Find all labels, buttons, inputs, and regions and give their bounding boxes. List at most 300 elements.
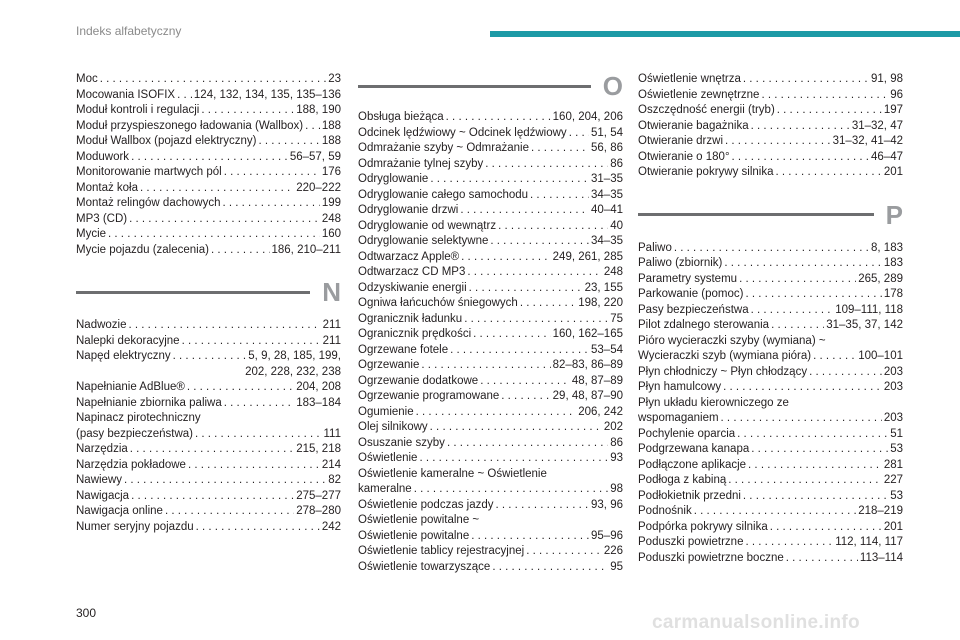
index-entry-row	[638, 551, 903, 567]
dot-leader	[129, 318, 321, 334]
index-entry	[76, 458, 341, 474]
index-entry	[358, 157, 623, 173]
index-entry-term: Napełnianie AdBlue®	[76, 381, 185, 393]
dot-leader	[473, 327, 551, 343]
dot-leader	[743, 489, 888, 505]
index-entry-term: Otwieranie pokrywy silnika	[638, 166, 774, 178]
watermark: carmanualsonline.info	[652, 612, 860, 633]
index-entry-row	[76, 349, 341, 365]
index-entry-pages: 23	[328, 73, 341, 85]
index-entry-pages: 178	[883, 288, 903, 300]
index-entry-pages: 51	[890, 427, 903, 440]
index-entry	[638, 134, 903, 150]
index-entry	[76, 196, 341, 212]
index-entry-row	[358, 265, 623, 281]
index-entry-pages: 31–35	[591, 173, 623, 185]
dot-leader	[195, 427, 322, 443]
index-entry	[358, 203, 623, 219]
index-entry	[76, 349, 341, 380]
index-entry-term: Olej silnikowy	[358, 421, 428, 433]
dot-leader	[520, 296, 576, 312]
index-entry	[358, 141, 623, 157]
index-entry	[638, 72, 903, 88]
index-entry-pages: 31–32, 47	[851, 119, 903, 132]
index-entry-row	[76, 520, 341, 536]
dot-leader	[305, 119, 320, 135]
index-entry-row	[358, 436, 623, 452]
dot-leader	[460, 203, 589, 219]
dot-leader	[124, 473, 326, 489]
index-entry-row	[638, 473, 903, 489]
index-entry-term: Odcinek lędźwiowy ~ Odcinek lędźwiowy	[358, 126, 567, 139]
index-entry-row	[76, 134, 341, 150]
dot-leader	[430, 172, 589, 188]
index-entry-row	[638, 150, 903, 166]
index-entry	[358, 420, 623, 436]
index-entry-term: Otwieranie o 180°	[638, 150, 730, 163]
section-divider-rule	[76, 291, 310, 294]
index-entry-pages: 248	[321, 212, 341, 225]
index-entry	[76, 442, 341, 458]
index-entry-term: Otwieranie drzwi	[638, 135, 723, 147]
index-entry-term: Pilot zdalnego sterowania	[638, 319, 770, 331]
index-entry-term-line: Napinacz pirotechniczny	[76, 412, 201, 424]
index-entry	[76, 489, 341, 505]
index-entry-row	[358, 157, 623, 173]
dot-leader	[211, 243, 270, 259]
index-entry-term: Oświetlenie towarzyszące	[358, 560, 491, 573]
index-entry-term: Narzędzia	[76, 443, 128, 455]
index-entry-pages: 93, 96	[591, 498, 623, 511]
index-entry-row	[358, 188, 623, 204]
index-entry-pages: 109–111, 118	[835, 303, 903, 316]
dot-leader	[748, 458, 882, 474]
index-entry-pages: 242	[321, 520, 341, 533]
index-entry-term: Podnośnik	[638, 505, 692, 517]
index-entry	[358, 281, 623, 297]
index-entry-row	[358, 219, 623, 235]
index-entry-row	[76, 489, 341, 505]
index-entry-row	[76, 318, 341, 334]
index-entry-pages: 112, 114, 117	[835, 536, 903, 548]
dot-leader	[739, 272, 856, 288]
index-entry	[76, 520, 341, 536]
dot-leader	[771, 318, 824, 334]
index-entry-pages: 124, 132, 134, 135, 135–136	[193, 88, 341, 101]
index-entry-term: Ogrzewanie dodatkowe	[358, 374, 479, 387]
index-entry-pages: 183	[883, 257, 903, 269]
index-entry-row	[358, 172, 623, 188]
index-entry-pages: 211	[322, 319, 341, 331]
section-divider-rule	[638, 213, 874, 216]
index-entry-row	[76, 103, 341, 119]
index-entry-term: Montaż relingów dachowych	[76, 197, 221, 209]
index-entry-term: Parkowanie (pomoc)	[638, 288, 744, 300]
index-entry	[358, 126, 623, 142]
index-entry-term: Obsługa bieżąca	[358, 111, 444, 123]
index-entry-term: Moc	[76, 73, 98, 85]
index-entry-term: Nadwozie	[76, 319, 127, 331]
index-entry	[638, 303, 903, 319]
header-accent-bar	[490, 31, 960, 37]
dot-leader	[464, 312, 608, 328]
index-entry-pages: 204, 208	[296, 381, 341, 393]
index-entry-row	[76, 196, 341, 212]
index-entry	[76, 380, 341, 396]
dot-leader	[501, 389, 550, 405]
index-entry-pages: 188	[321, 135, 341, 147]
dot-leader	[469, 281, 583, 297]
index-entry-row	[358, 234, 623, 250]
dot-leader	[222, 196, 319, 212]
index-entry-row	[638, 411, 903, 427]
index-entry-row	[358, 141, 623, 157]
index-entry-row	[638, 119, 903, 135]
dot-leader	[224, 396, 294, 412]
page-number: 300	[76, 606, 97, 620]
index-entry-row	[638, 287, 903, 303]
dot-leader	[131, 489, 294, 505]
index-entry	[638, 150, 903, 166]
index-entry-row	[358, 529, 623, 545]
dot-leader	[786, 551, 858, 567]
index-entry-row	[638, 458, 903, 474]
index-entry-pages: 248	[603, 266, 623, 278]
dot-leader	[485, 157, 608, 173]
index-entry	[638, 535, 903, 551]
index-entry	[638, 365, 903, 381]
index-entry-row	[638, 134, 903, 150]
index-entry	[358, 219, 623, 235]
index-entry-row	[358, 281, 623, 297]
index-entry-pages: 5, 9, 28, 185, 199,	[248, 350, 341, 362]
index-entry	[358, 358, 623, 374]
index-entry-pages: 98	[610, 483, 623, 495]
index-entry-pages: 275–277	[296, 489, 341, 502]
dot-leader	[182, 334, 321, 350]
index-entry-term: Odmrażanie tylnej szyby	[358, 157, 484, 170]
index-entry	[358, 327, 623, 343]
index-entry	[638, 427, 903, 443]
dot-leader	[776, 165, 882, 181]
index-entry-row	[358, 544, 623, 560]
index-entry-row	[358, 498, 623, 514]
index-entry-term: Ogrzewane fotele	[358, 343, 449, 356]
dot-leader	[751, 442, 888, 458]
dot-leader	[416, 405, 577, 421]
section-letter: O	[602, 71, 623, 101]
index-entry-row	[76, 334, 341, 350]
index-entry-row	[76, 380, 341, 396]
dot-leader	[165, 504, 294, 520]
index-entry-row	[358, 126, 623, 142]
dot-leader	[414, 482, 609, 498]
index-entry-pages: 91, 98	[871, 73, 903, 85]
index-entry-pages: 40–41	[591, 204, 623, 216]
index-entry-pages: 93	[610, 452, 623, 464]
index-entry-row	[638, 272, 903, 288]
index-entry-pages: 278–280	[296, 505, 341, 517]
index-entry	[358, 312, 623, 328]
index-entry-pages: 34–35	[591, 188, 623, 201]
index-entry-row	[638, 88, 903, 104]
index-entry-term: Montaż koła	[76, 181, 139, 194]
index-entry-pages: 95–96	[591, 529, 623, 542]
dot-leader	[751, 303, 834, 319]
index-entry-term: Podłączone aplikacje	[638, 458, 747, 471]
index-entry-pages: 34–35	[591, 235, 623, 247]
dot-leader	[421, 358, 550, 374]
index-entry-pages: 186, 210–211	[271, 243, 341, 256]
index-entry	[358, 467, 623, 498]
section-heading	[638, 201, 903, 229]
index-entry	[76, 103, 341, 119]
index-entry-pages: 40	[610, 219, 623, 232]
index-entry-row	[358, 374, 623, 390]
index-entry-row	[638, 72, 903, 88]
index-entry-row	[76, 150, 341, 166]
index-entry-row	[638, 427, 903, 443]
dot-leader	[188, 458, 320, 474]
index-entry	[358, 265, 623, 281]
index-entry-row	[358, 451, 623, 467]
index-entry-row	[638, 489, 903, 505]
dot-leader	[258, 134, 319, 150]
index-entry-row	[358, 358, 623, 374]
dot-leader	[201, 103, 294, 119]
dot-leader	[492, 560, 608, 576]
dot-leader	[471, 529, 589, 545]
index-entry	[638, 272, 903, 288]
index-entry-row	[358, 203, 623, 219]
index-entry-term: Nawigacja online	[76, 505, 163, 517]
index-entry-term: Oświetlenie podczas jazdy	[358, 498, 494, 511]
index-entry-pages: 53	[890, 489, 903, 502]
index-entry-row	[358, 405, 623, 421]
dot-leader	[770, 520, 882, 536]
index-entry-term: Paliwo	[638, 241, 672, 254]
index-entry-row	[638, 241, 903, 257]
dot-leader	[530, 188, 589, 204]
index-entry-pages: 31–35, 37, 142	[826, 319, 903, 331]
index-entry	[76, 150, 341, 166]
index-entry	[358, 343, 623, 359]
index-entry-term: Oświetlenie wnętrza	[638, 73, 741, 85]
index-entry	[358, 560, 623, 576]
index-entry	[638, 165, 903, 181]
index-entry-term: Nalepki dekoracyjne	[76, 334, 180, 347]
dot-leader	[723, 380, 882, 396]
index-entry-term: Podłoga z kabiną	[638, 474, 727, 486]
index-entry-pages: 100–101	[858, 350, 903, 362]
dot-leader	[724, 256, 881, 272]
index-entry-pages: 206, 242	[578, 405, 623, 418]
index-entry-row	[76, 442, 341, 458]
index-entry-row	[358, 343, 623, 359]
index-entry-term: Oświetlenie tablicy rejestracyjnej	[358, 545, 525, 557]
index-entry-term: Podgrzewana kanapa	[638, 443, 750, 455]
dot-leader	[100, 72, 326, 88]
index-entry-term: Pasy bezpieczeństwa	[638, 303, 749, 316]
index-entry-term: Podłokietnik przedni	[638, 489, 741, 502]
index-entry-row	[638, 349, 903, 365]
index-entry	[358, 188, 623, 204]
index-entry-pages: 188, 190	[296, 104, 341, 116]
index-entry-term: Oświetlenie powitalne	[358, 529, 470, 542]
section-divider-rule	[358, 85, 591, 88]
index-entry-pages: 214	[321, 458, 341, 471]
dot-leader	[526, 544, 602, 560]
index-entry	[76, 243, 341, 259]
index-entry	[358, 374, 623, 390]
index-entry-term: Napęd elektryczny	[76, 350, 171, 362]
index-entry-term: Odryglowanie selektywne	[358, 235, 489, 247]
index-entry	[358, 451, 623, 467]
index-entry-term: Otwieranie bagażnika	[638, 119, 749, 132]
index-entry	[76, 134, 341, 150]
index-entry	[358, 436, 623, 452]
index-entry-pages: 249, 261, 285	[552, 250, 623, 263]
index-entry	[76, 227, 341, 243]
dot-leader	[737, 427, 888, 443]
index-entry-term: Odtwarzacz CD MP3	[358, 266, 466, 278]
dot-leader	[450, 343, 589, 359]
index-entry	[76, 181, 341, 197]
index-entry-pages: 281	[883, 458, 903, 471]
index-entry-row	[638, 103, 903, 119]
index-entry-term: Napełnianie zbiornika paliwa	[76, 396, 222, 409]
index-entry	[358, 110, 623, 126]
dot-leader	[108, 227, 320, 243]
index-entry-pages: 53	[890, 443, 903, 455]
index-entry-pages: 215, 218	[296, 443, 341, 455]
index-entry-term: (pasy bezpieczeństwa)	[76, 427, 193, 440]
section-letter: P	[885, 199, 903, 230]
index-entry-pages: 202	[603, 421, 623, 433]
index-entry-pages: 111	[323, 427, 341, 440]
index-entry-pages: 265, 289	[858, 272, 903, 285]
index-entry-row	[638, 303, 903, 319]
index-entry-row	[358, 420, 623, 436]
index-entry-row	[76, 72, 341, 88]
index-entry-term: Odtwarzacz Apple®	[358, 250, 460, 263]
dot-leader	[809, 365, 882, 381]
index-entry-term: Ogranicznik prędkości	[358, 328, 472, 340]
index-entry	[638, 88, 903, 104]
index-entry	[638, 256, 903, 272]
index-entry-row	[76, 165, 341, 181]
index-entry	[638, 489, 903, 505]
index-entry	[76, 88, 341, 104]
index-entry-pages: 53–54	[591, 343, 623, 356]
index-entry-pages: 160, 204, 206	[552, 111, 623, 123]
index-entry-row	[76, 212, 341, 228]
dot-leader	[447, 436, 608, 452]
dot-leader	[130, 442, 294, 458]
index-entry-pages: 227	[883, 474, 903, 486]
index-entry-row	[358, 312, 623, 328]
index-entry-term: Odmrażanie szyby ~ Odmrażanie	[358, 142, 529, 154]
index-column-1	[76, 72, 341, 535]
index-entry-pages: 160, 162–165	[552, 328, 623, 340]
index-entry-term: Mycie	[76, 228, 107, 240]
index-entry-pages: 31–32, 41–42	[832, 135, 903, 147]
dot-leader	[187, 380, 294, 396]
index-entry-row	[76, 458, 341, 474]
dot-leader	[196, 520, 320, 536]
dot-leader	[761, 88, 888, 104]
index-entry-term: Numer seryjny pojazdu	[76, 520, 194, 533]
index-entry-pages: 56–57, 59	[289, 150, 341, 163]
index-entry-term: MP3 (CD)	[76, 212, 128, 225]
index-column-2	[358, 72, 623, 575]
index-entry-term: Mocowania ISOFIX	[76, 88, 176, 101]
index-entry-term: Oszczędność energii (tryb)	[638, 104, 775, 116]
index-entry-pages: 75	[610, 312, 623, 325]
index-entry	[638, 520, 903, 536]
index-entry-term: Paliwo (zbiornik)	[638, 257, 723, 269]
index-entry-pages: 218–219	[858, 505, 903, 517]
index-entry-pages: 201	[883, 166, 903, 178]
index-entry-term: Odryglowanie całego samochodu	[358, 188, 529, 201]
index-entry	[638, 334, 903, 365]
dot-leader	[569, 126, 589, 142]
index-entry-row	[358, 482, 623, 498]
index-entry-term: Ogniwa łańcuchów śniegowych	[358, 297, 518, 309]
section-heading	[358, 72, 623, 100]
index-entry-row	[76, 396, 341, 412]
index-entry	[638, 241, 903, 257]
index-entry-term-line: Oświetlenie powitalne ~	[358, 514, 480, 526]
index-entry-row	[76, 119, 341, 135]
index-entry	[358, 405, 623, 421]
index-entry-term: Podpórka pokrywy silnika	[638, 520, 768, 533]
index-entry-term: Pochylenie oparcia	[638, 427, 736, 440]
index-entry-term: Płyn chłodniczy ~ Płyn chłodzący	[638, 365, 808, 378]
index-entry-pages: 226	[603, 545, 623, 557]
index-entry-term: Poduszki powietrzne boczne	[638, 551, 784, 564]
index-entry-pages: 95	[610, 560, 623, 573]
index-entry	[76, 165, 341, 181]
index-entry-pages: 96	[890, 88, 903, 101]
dot-leader	[430, 420, 602, 436]
index-entry-term: Parametry systemu	[638, 272, 738, 285]
index-entry-row	[638, 520, 903, 536]
index-entry	[358, 513, 623, 544]
dot-leader	[490, 234, 589, 250]
index-entry-row	[358, 110, 623, 126]
index-entry	[638, 119, 903, 135]
dot-leader	[140, 181, 294, 197]
dot-leader	[725, 134, 831, 150]
dot-leader	[480, 374, 570, 390]
index-entry-row	[76, 504, 341, 520]
index-entry-pages: 203	[883, 381, 903, 393]
index-entry-term: Ogrzewanie	[358, 359, 420, 371]
index-entry-row	[76, 181, 341, 197]
index-entry-term: Oświetlenie	[358, 452, 418, 464]
index-entry-term: Odryglowanie	[358, 173, 429, 185]
index-entry-term: Poduszki powietrzne	[638, 536, 744, 548]
index-entry-row	[358, 389, 623, 405]
index-entry-row	[76, 227, 341, 243]
dot-leader	[461, 250, 550, 266]
index-entry-pages: 29, 48, 87–90	[552, 390, 623, 402]
index-entry-row	[638, 365, 903, 381]
index-entry-pages: 56, 86	[591, 142, 623, 154]
index-entry-row	[358, 296, 623, 312]
dot-leader	[531, 141, 589, 157]
